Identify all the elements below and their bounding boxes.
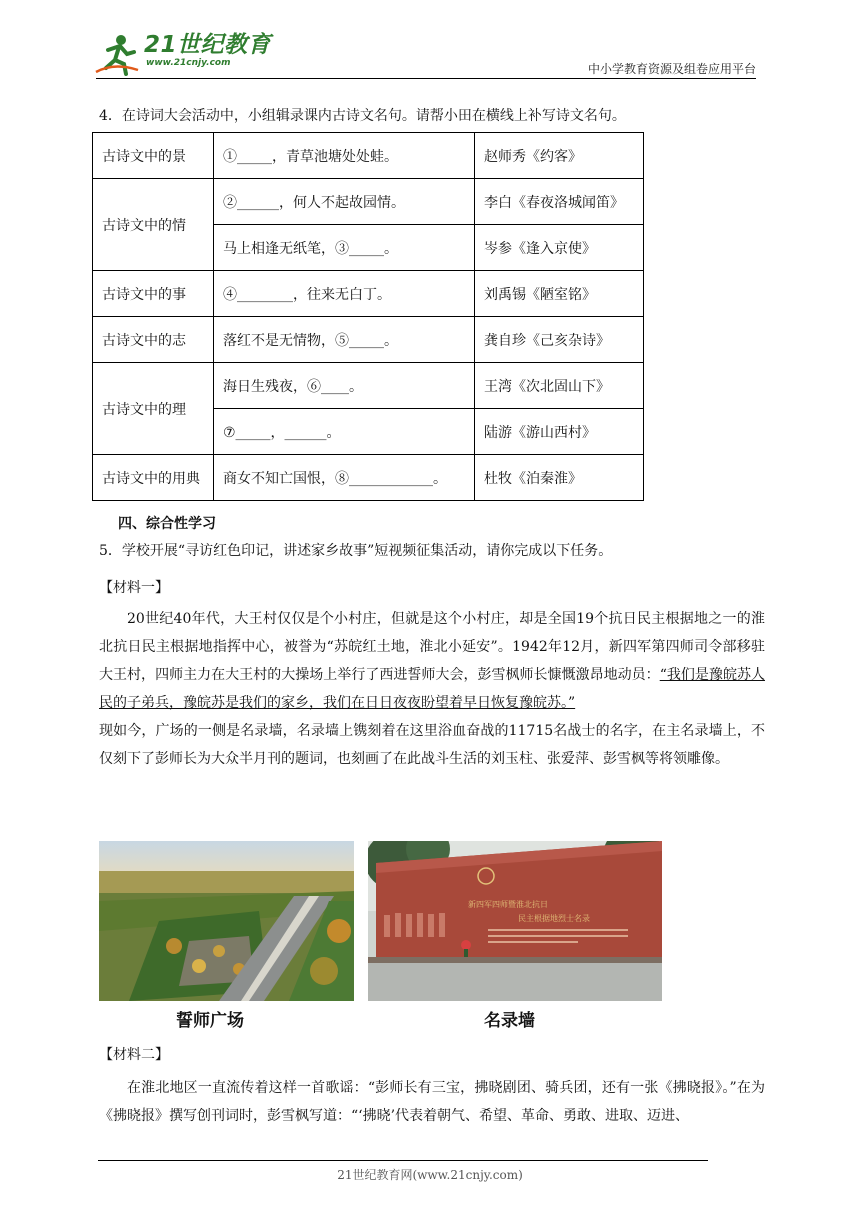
poem-table — [92, 132, 644, 501]
table-row — [93, 271, 644, 317]
category-cell: 古诗文中的情 — [93, 179, 214, 271]
verse-cell[interactable]: ④________，往来无白丁。 — [214, 271, 475, 317]
category-cell: 古诗文中的景 — [93, 133, 214, 179]
name-wall-photo — [368, 841, 662, 1001]
logo-url: www.21cnjy.com — [146, 58, 231, 68]
footer-text[interactable]: 21世纪教育网(www.21cnjy.com) — [337, 1168, 523, 1182]
category-cell: 古诗文中的志 — [93, 317, 214, 363]
material-1-label: 【材料一】 — [99, 580, 169, 596]
verse-cell[interactable]: 马上相逢无纸笔，③_____。 — [214, 225, 475, 271]
verse-cell[interactable]: ②______，何人不起故园情。 — [214, 179, 475, 225]
verse-cell[interactable]: ①_____，青草池塘处处蛙。 — [214, 133, 475, 179]
page-header — [0, 0, 860, 82]
table-row — [93, 455, 644, 501]
source-cell: 李白《春夜洛城闻笛》 — [475, 179, 644, 225]
category-cell: 古诗文中的理 — [93, 363, 214, 455]
wall-title-line-1: 新四军四师暨淮北抗日 — [468, 900, 548, 909]
runner-logo-icon — [94, 32, 140, 76]
table-row — [93, 363, 644, 409]
square-landscape-image — [99, 841, 354, 1001]
category-cell: 古诗文中的用典 — [93, 455, 214, 501]
source-cell: 赵师秀《约客》 — [475, 133, 644, 179]
logo-title: 21世纪教育 — [144, 32, 272, 58]
source-cell: 王湾《次北固山下》 — [475, 363, 644, 409]
source-cell: 龚自珍《己亥杂诗》 — [475, 317, 644, 363]
platform-name: 中小学教育资源及组卷应用平台 — [587, 62, 756, 76]
footer-divider — [98, 1160, 708, 1161]
wall-title-line-2: 民主根据地烈士名录 — [518, 914, 590, 923]
table-row — [93, 133, 644, 179]
material-1-quote: “我们是豫皖苏人民的子弟兵，豫皖苏是我们的家乡，我们在日日夜夜盼望着早日恢复豫皖苏。” — [99, 667, 765, 711]
caption-right: 名录墙 — [484, 1011, 535, 1031]
question-5-prompt: 5．学校开展“寻访红色印记，讲述家乡故事”短视频征集活动，请你完成以下任务。 — [99, 543, 613, 559]
source-cell: 杜牧《泊秦淮》 — [475, 455, 644, 501]
question-4-prompt: 4．在诗词大会活动中，小组辑录课内古诗文名句。请帮小田在横线上补写诗文名句。 — [99, 108, 626, 124]
site-logo[interactable] — [94, 32, 271, 76]
section-heading: 四、综合性学习 — [118, 516, 216, 532]
source-cell: 刘禹锡《陋室铭》 — [475, 271, 644, 317]
verse-cell[interactable]: 海日生残夜，⑥____。 — [214, 363, 475, 409]
material-2-text: 在淮北地区一直流传着这样一首歌谣：“彭师长有三宝，拂晓剧团、骑兵团，还有一张《拂晓报》。”在为《拂晓报》撰写创刊词时，彭雪枫写道：“‘拂晓’代表着朝气、希望、革命、勇敢、进取、迈进、 — [99, 1080, 765, 1124]
verse-cell[interactable]: 落红不是无情物，⑤_____。 — [214, 317, 475, 363]
verse-cell[interactable]: ⑦_____，______。 — [214, 409, 475, 455]
caption-left: 誓师广场 — [176, 1011, 244, 1031]
source-cell: 陆游《游山西村》 — [475, 409, 644, 455]
verse-cell[interactable]: 商女不知亡国恨，⑧____________。 — [214, 455, 475, 501]
table-row — [93, 179, 644, 225]
source-cell: 岑参《逢入京使》 — [475, 225, 644, 271]
material-2-label: 【材料二】 — [99, 1047, 169, 1063]
table-row — [93, 317, 644, 363]
name-wall-image — [368, 841, 662, 1001]
material-1-continued: 现如今，广场的一侧是名录墙，名录墙上镌刻着在这里浴血奋战的11715名战士的名字，在主名录墙上，不仅刻下了彭师长为大众半月刊的题词，也刻画了在此战斗生活的刘玉柱、张爱萍、彭雪枫等将领雕像。 — [99, 723, 765, 767]
header-divider — [96, 78, 756, 79]
material-1-text — [99, 605, 765, 773]
material-1-intro: 20世纪40年代，大王村仅仅是个小村庄，但就是这个小村庄，却是全国19个抗日民主根据地之一的淮北抗日民主根据地指挥中心，被誉为“苏皖红土地，淮北小延安”。1942年12月，新四军第四师司令部移驻大王村，四师主力在大王村的大操场上举行了西进誓师大会，彭雪枫师长慷慨激昂地动员： — [99, 611, 765, 683]
category-cell: 古诗文中的事 — [93, 271, 214, 317]
square-photo — [99, 841, 354, 1001]
